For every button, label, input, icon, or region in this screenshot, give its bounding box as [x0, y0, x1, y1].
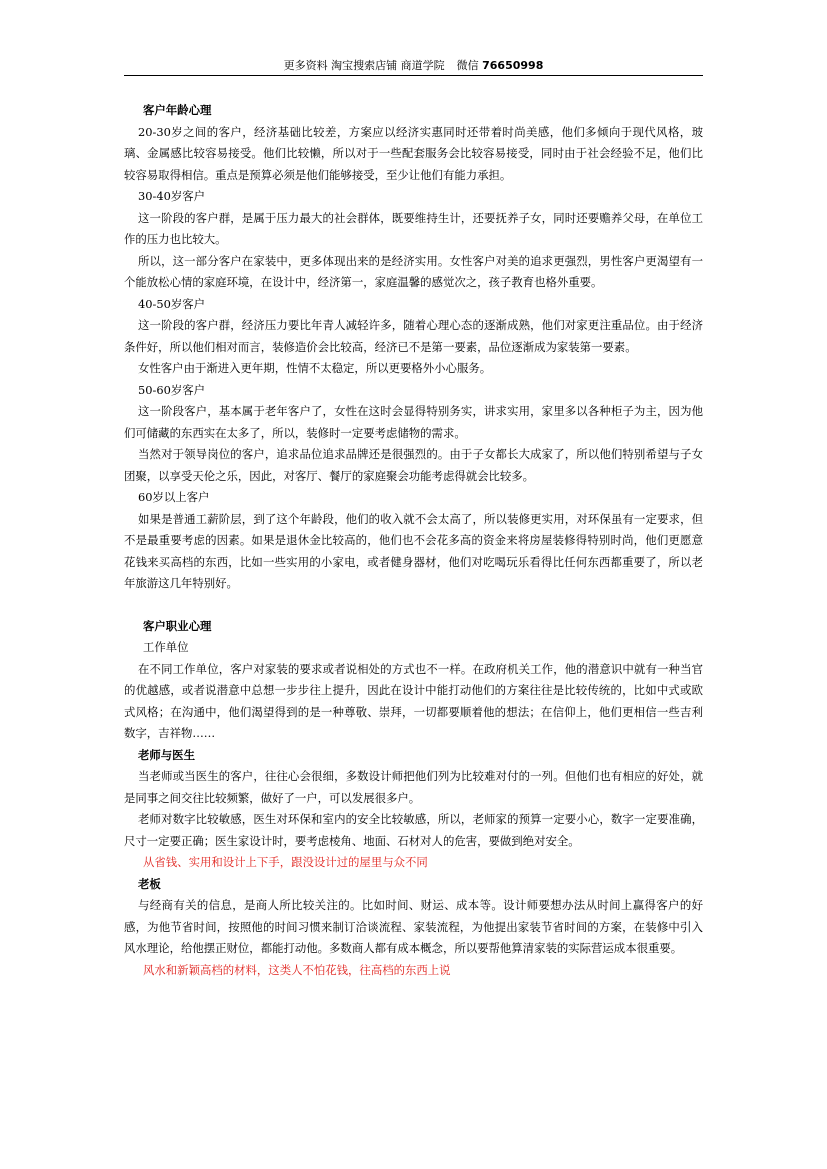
header-wechat-number: 76650998: [482, 59, 544, 72]
paragraph-age-40-50-a: 这一阶段的客户群，经济压力要比年青人减轻许多，随着心理心态的逐渐成熟，他们对家更注重品位。由于经济条件好，所以他们相对而言，装修造价会比较高，经济已不是第一要素，品位逐渐成为家装第一要素。: [124, 318, 703, 354]
heading-teacher-doctor: 老师与医生: [138, 747, 195, 762]
note-boss: 风水和新颖高档的材料，这类人不怕花钱，往高档的东西上说: [143, 962, 451, 977]
paragraph-age-30-40-a: 这一阶段的客户群，是属于压力最大的社会群体，既要维持生计，还要抚养子女，同时还要赡养父母，在单位工作的压力也比较大。: [124, 210, 703, 246]
note-teacher-doctor: 从省钱、实用和设计上下手，跟没设计过的屋里与众不同: [143, 855, 428, 869]
heading-boss: 老板: [138, 876, 161, 891]
paragraph-age-50-60-a: 这一阶段客户，基本属于老年客户了，女性在这时会显得特别务实，讲求实用，家里多以各种柜子为主，因为他们可储藏的东西实在太多了，所以，装修时一定要考虑储物的需求。: [124, 404, 703, 440]
paragraph-teacher-doctor-a: 当老师或当医生的客户，往往心会很细，多数设计师把他们列为比较难对付的一列。但他们也有相应的好处，就是同事之间交往比较频繁，做好了一户，可以发展很多户。: [124, 769, 703, 805]
header-wechat-label: 微信: [456, 59, 479, 72]
paragraph-work-unit: 在不同工作单位，客户对家装的要求或者说相处的方式也不一样。在政府机关工作，他的潜意识中就有一种当官的优越感，或者说潜意中总想一步步往上提升，因此在设计中能打动他们的方案往往是比较传统的，比如中式或欧式风格；在沟通中，他们渴望得到的是一种尊敬、崇拜，一切都要顺着他的想法；在信仰上，他们更相信一些吉利数字，吉祥物……: [124, 661, 703, 740]
section-title-age: 客户年龄心理: [143, 103, 212, 117]
paragraph-age-30-40-b: 所以，这一部分客户在家装中，更多体现出来的是经济实用。女性客户对美的追求更强烈，男性客户更渴望有一个能放松心情的家庭环境，在设计中，经济第一，家庭温馨的感觉次之，孩子教育也格外重要。: [124, 253, 703, 289]
document-body: [124, 100, 703, 981]
paragraph-age-20-30: 20-30岁之间的客户，经济基础比较差，方案应以经济实惠同时还带着时尚美感，他们多倾向于现代风格，玻璃、金属感比较容易接受。他们比较懒，所以对于一些配套服务会比较容易接受，同时由于社会经验不足，他们比较容易取得相信。重点是预算必须是他们能够接受，至少让他们有能力承担。: [124, 124, 703, 182]
paragraph-teacher-doctor-b: 老师对数字比较敏感，医生对环保和室内的安全比较敏感，所以，老师家的预算一定要小心，数字一定要准确，尺寸一定要正确；医生家设计时，要考虑棱角、地面、石材对人的危害，要做到绝对安全。: [124, 812, 703, 848]
paragraph-age-40-50-b: 女性客户由于渐进入更年期，性情不太稳定，所以更要格外小心服务。: [138, 361, 492, 375]
header-shop-text: 更多资料 淘宝搜索店铺 商道学院: [283, 59, 445, 72]
paragraph-boss: 与经商有关的信息，是商人所比较关注的。比如时间、财运、成本等。设计师要想办法从时间上赢得客户的好感，为他节省时间，按照他的时间习惯来制订洽谈流程、家装流程，为他提出家装节省时间的方案，在装修中引入风水理论，给他摆正财位，都能打动他。多数商人都有成本概念，所以要帮他算清家装的实际营运成本很重要。: [124, 898, 703, 955]
page-header: [124, 58, 703, 76]
heading-age-60-plus: 60岁以上客户: [138, 490, 210, 504]
heading-age-30-40: 30-40岁客户: [138, 189, 206, 203]
paragraph-age-50-60-b: 当然对于领导岗位的客户，追求品位追求品牌还是很强烈的。由于子女都长大成家了，所以他们特别希望与子女团聚，以享受天伦之乐，因此，对客厅、餐厅的家庭聚会功能考虑得就会比较多。: [124, 447, 703, 483]
section-title-occupation: 客户职业心理: [143, 618, 212, 633]
heading-age-50-60: 50-60岁客户: [138, 382, 206, 397]
heading-work-unit: 工作单位: [143, 640, 189, 654]
heading-age-40-50: 40-50岁客户: [138, 296, 206, 311]
paragraph-age-60-plus: 如果是普通工薪阶层，到了这个年龄段，他们的收入就不会太高了，所以装修更实用，对环保虽有一定要求，但不是最重要考虑的因素。如果是退休金比较高的，他们也不会花多高的资金来将房屋装修得特别时尚，他们更愿意花钱来买高档的东西，比如一些实用的小家电，或者健身器材，他们对吃喝玩乐看得比任何东西都重要了，所以老年旅游这几年特别好。: [124, 511, 703, 590]
